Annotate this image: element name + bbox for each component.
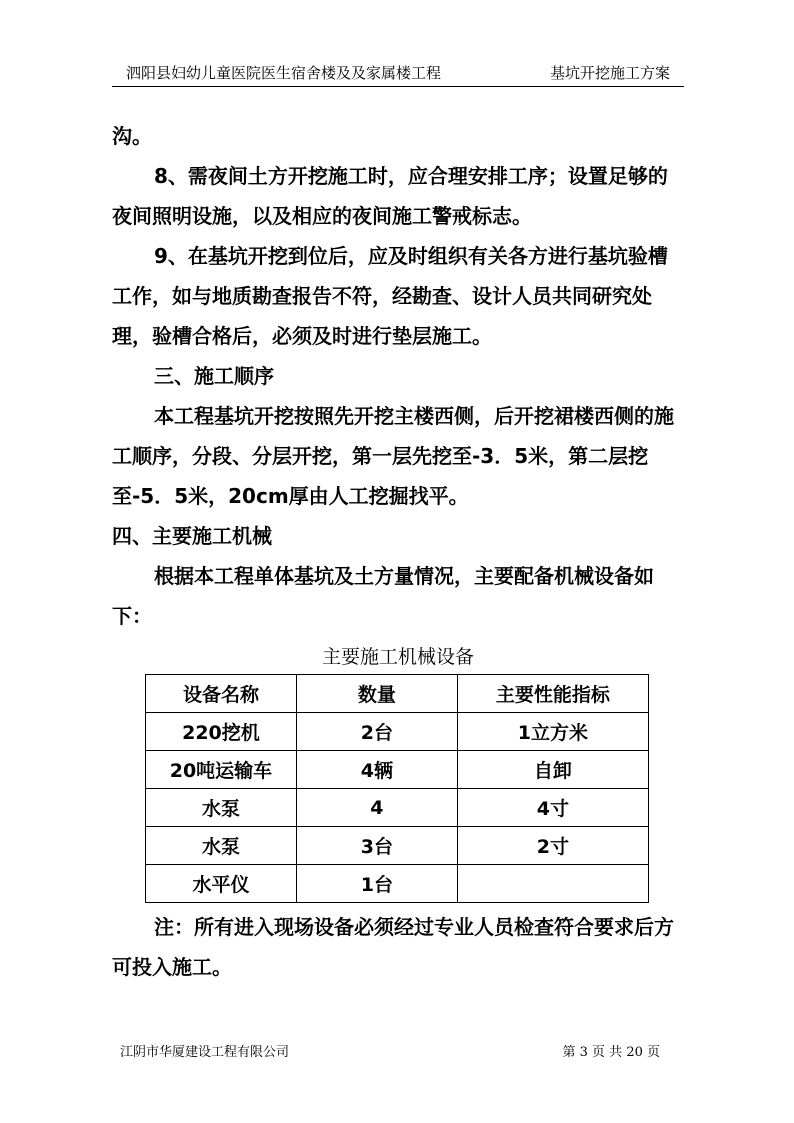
table-cell	[457, 865, 648, 903]
table-cell: 水泵	[146, 789, 297, 827]
paragraph-item-9: 9、在基坑开挖到位后，应及时组织有关各方进行基坑验槽工作，如与地质勘查报告不符，经勘查、设计人员共同研究处理，验槽合格后，必须及时进行垫层施工。	[112, 244, 668, 348]
table-cell: 1立方米	[457, 713, 648, 751]
table-cell: 水泵	[146, 827, 297, 865]
table-caption: 主要施工机械设备	[321, 646, 474, 668]
table-row	[146, 827, 649, 865]
table-note: 注：所有进入现场设备必须经过专业人员检查符合要求后方可投入施工。	[112, 915, 674, 979]
table-header-cell: 主要性能指标	[457, 675, 648, 713]
page-number: 第 3 页 共 20 页	[562, 1045, 660, 1060]
table-row	[146, 789, 649, 827]
table-cell: 4辆	[296, 751, 457, 789]
section-heading-construction-sequence: 三、施工顺序	[154, 364, 274, 388]
table-cell: 2台	[296, 713, 457, 751]
paragraph-item-8: 8、需夜间土方开挖施工时，应合理安排工序；设置足够的夜间照明设施，以及相应的夜间施工警戒标志。	[112, 164, 668, 228]
paragraph-construction-sequence: 本工程基坑开挖按照先开挖主楼西侧，后开挖裙楼西侧的施工顺序，分段、分层开挖，第一层先挖至-3．5米，第二层挖至-5．5米，20cm厚由人工挖掘找平。	[112, 404, 674, 508]
table-cell: 4寸	[457, 789, 648, 827]
paragraph-continuation: 沟。	[112, 124, 152, 148]
page-content	[112, 116, 684, 987]
company-name: 江阴市华厦建设工程有限公司	[120, 1045, 290, 1060]
page-header	[112, 58, 684, 87]
table-cell: 20吨运输车	[146, 751, 297, 789]
section-heading-main-machinery: 四、主要施工机械	[112, 524, 272, 548]
equipment-table	[145, 674, 649, 903]
table-cell: 1台	[296, 865, 457, 903]
table-header-row	[146, 675, 649, 713]
table-cell: 3台	[296, 827, 457, 865]
table-row	[146, 865, 649, 903]
table-cell: 220挖机	[146, 713, 297, 751]
table-row	[146, 751, 649, 789]
paragraph-machinery-intro: 根据本工程单体基坑及土方量情况，主要配备机械设备如下：	[112, 564, 654, 628]
table-cell: 自卸	[457, 751, 648, 789]
project-name: 泗阳县妇幼儿童医院医生宿舍楼及及家属楼工程	[126, 64, 442, 82]
table-row	[146, 713, 649, 751]
table-cell: 4	[296, 789, 457, 827]
document-title: 基坑开挖施工方案	[549, 64, 670, 82]
table-header-cell: 数量	[296, 675, 457, 713]
table-cell: 2寸	[457, 827, 648, 865]
table-header-cell: 设备名称	[146, 675, 297, 713]
table-cell: 水平仪	[146, 865, 297, 903]
